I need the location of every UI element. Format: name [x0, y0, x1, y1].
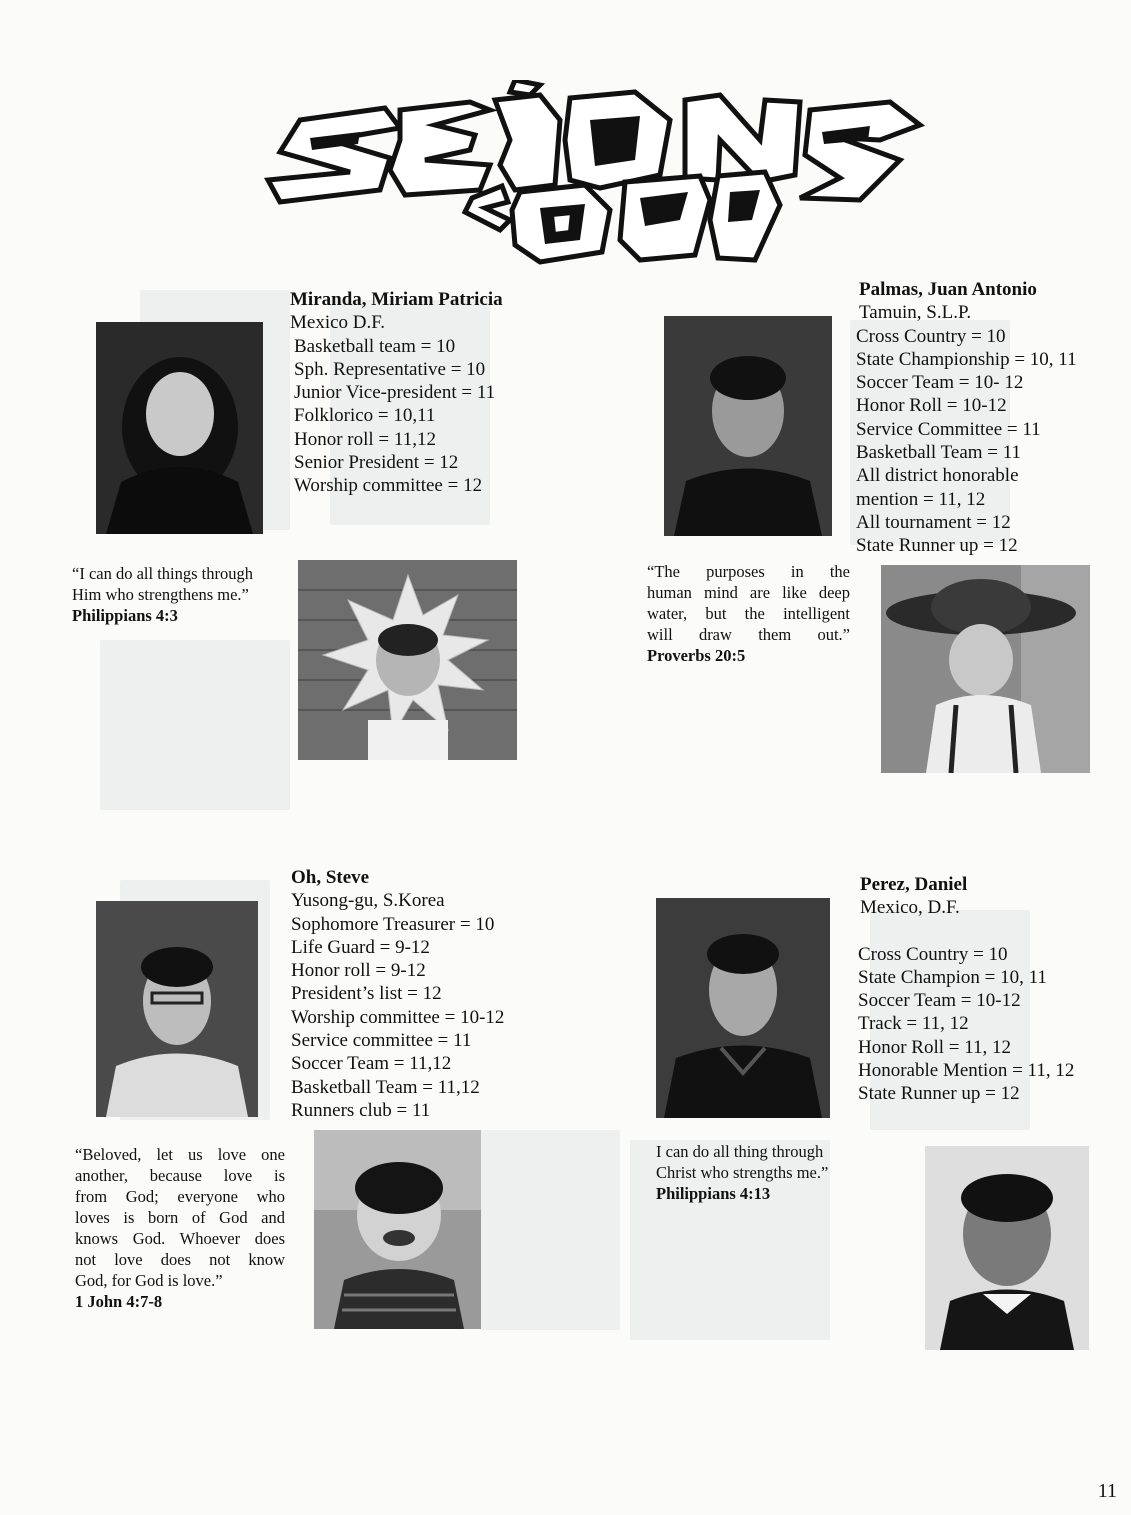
student-hometown: Yusong-gu, S.Korea — [291, 890, 445, 912]
quote-line: Him who strengthens me.” — [72, 585, 249, 604]
bleed-through-block — [100, 640, 290, 810]
activity-item: Basketball team = 10 — [294, 335, 456, 357]
student-quote — [656, 1141, 856, 1204]
quote-line: God, for God is love.” — [75, 1271, 223, 1290]
activity-item: State Runner up = 12 — [858, 1083, 1020, 1105]
activity-item: Basketball Team = 11,12 — [291, 1076, 480, 1098]
activity-item: Folklorico = 10,11 — [294, 405, 436, 427]
quote-line: “I can do all things through — [72, 564, 254, 583]
activity-item: Basketball Team = 11 — [856, 442, 1022, 464]
student-bio — [858, 873, 1074, 1106]
student-name: Palmas, Juan Antonio — [859, 279, 1037, 300]
activity-item: State Champion = 10, 11 — [858, 966, 1047, 988]
senior-portrait-photo — [664, 316, 832, 536]
quote-reference: 1 John 4:7-8 — [75, 1292, 163, 1311]
student-name: Perez, Daniel — [860, 874, 968, 895]
activity-item: State Runner up = 12 — [856, 535, 1018, 557]
student-bio — [291, 866, 504, 1122]
activity-item: Cross Country = 10 — [856, 325, 1006, 347]
activity-item: Runners club = 11 — [291, 1099, 431, 1121]
activity-item: Track = 11, 12 — [858, 1013, 969, 1035]
activity-item: Honor Roll = 11, 12 — [858, 1036, 1012, 1058]
activity-item: Soccer Team = 11,12 — [291, 1053, 452, 1075]
quote-line: Christ who strengths me.” — [656, 1163, 829, 1182]
activity-item: Honorable Mention = 11, 12 — [858, 1060, 1075, 1082]
student-bio — [290, 288, 503, 498]
activity-item: Soccer Team = 10- 12 — [856, 372, 1024, 394]
activity-item: Sophomore Treasurer = 10 — [291, 913, 495, 935]
activity-item: Cross Country = 10 — [858, 943, 1008, 965]
activity-item: Life Guard = 9-12 — [291, 936, 430, 958]
seniors-09-title-art — [240, 80, 930, 280]
activity-item: Soccer Team = 10-12 — [858, 990, 1021, 1012]
quote-line: will draw them out.” — [647, 625, 850, 644]
student-hometown: Mexico D.F. — [290, 312, 386, 334]
student-hometown: Tamuin, S.L.P. — [859, 302, 972, 324]
student-name: Miranda, Miriam Patricia — [290, 289, 503, 310]
quote-line: loves is born of God and — [75, 1208, 285, 1227]
activity-item: Worship committee = 10-12 — [291, 1006, 505, 1028]
activity-item: Junior Vice-president = 11 — [294, 382, 496, 404]
quote-line: “The purposes in the — [647, 562, 850, 581]
quote-line: human mind are like deep — [647, 583, 850, 602]
quote-reference: Philippians 4:13 — [656, 1184, 771, 1203]
senior-portrait-photo — [656, 898, 830, 1118]
student-bio — [856, 278, 1077, 558]
student-quote — [75, 1144, 285, 1312]
quote-line: from God; everyone who — [75, 1187, 285, 1206]
activity-item: All district honorable — [856, 465, 1019, 487]
activity-item: Service committee = 11 — [291, 1030, 472, 1052]
activity-item: Senior President = 12 — [294, 452, 459, 474]
activity-item: President’s list = 12 — [291, 983, 442, 1005]
activity-item: mention = 11, 12 — [856, 488, 986, 510]
senior-portrait-photo — [96, 322, 263, 534]
student-quote — [72, 563, 287, 626]
childhood-photo — [881, 565, 1090, 773]
quote-line: not love does not know — [75, 1250, 285, 1269]
activity-item: Service Committee = 11 — [856, 418, 1041, 440]
activity-item: All tournament = 12 — [856, 511, 1011, 533]
senior-portrait-photo — [96, 901, 258, 1117]
activity-item: Honor roll = 11,12 — [294, 428, 436, 450]
activity-item: State Championship = 10, 11 — [856, 348, 1077, 370]
quote-line: “Beloved, let us love one — [75, 1145, 285, 1164]
quote-line: water, but the intelligent — [647, 604, 850, 623]
quote-reference: Proverbs 20:5 — [647, 646, 746, 665]
student-hometown: Mexico, D.F. — [860, 897, 960, 919]
spacer — [858, 920, 1074, 943]
activity-item: Honor Roll = 10-12 — [856, 395, 1007, 417]
activity-item: Sph. Representative = 10 — [294, 358, 486, 380]
childhood-photo — [925, 1146, 1089, 1350]
student-quote — [647, 561, 850, 666]
quote-line: another, because love is — [75, 1166, 285, 1185]
student-name: Oh, Steve — [291, 867, 370, 888]
quote-reference: Philippians 4:3 — [72, 606, 178, 625]
activity-item: Worship committee = 12 — [294, 475, 483, 497]
quote-line: knows God. Whoever does — [75, 1229, 285, 1248]
quote-line: I can do all thing through — [656, 1142, 824, 1161]
childhood-photo — [298, 560, 517, 760]
bleed-through-block — [480, 1130, 620, 1330]
childhood-photo — [314, 1130, 481, 1329]
activity-item: Honor roll = 9-12 — [291, 960, 426, 982]
page-number: 11 — [1097, 1480, 1117, 1502]
